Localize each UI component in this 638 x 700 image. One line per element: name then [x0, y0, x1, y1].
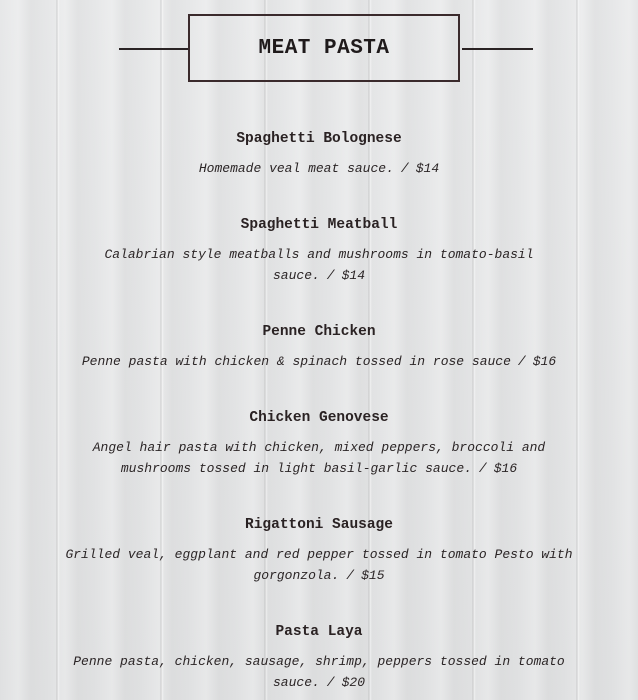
menu-item-price: $14 [341, 268, 366, 283]
description-text: Penne pasta with chicken & spinach tossed in rose sauce [81, 354, 511, 369]
menu-item-name: Spaghetti Bolognese [236, 131, 402, 147]
menu-item-description [59, 437, 579, 479]
menu-item-price: $14 [415, 161, 440, 176]
menu-item [0, 409, 638, 479]
menu-item-description [4, 351, 634, 372]
menu-item-price: $16 [493, 461, 518, 476]
section-title-box [188, 14, 460, 82]
menu-item [0, 216, 638, 286]
price-separator: / [400, 161, 409, 176]
menu-item-price: $16 [532, 354, 557, 369]
menu-item-name: Penne Chicken [262, 324, 376, 340]
section-header [0, 14, 638, 86]
price-separator: / [478, 461, 487, 476]
menu-item-description [19, 158, 619, 179]
header-rule-left [119, 48, 189, 50]
menu-item-description [39, 651, 599, 693]
price-separator: / [326, 675, 335, 690]
header-rule-right [462, 48, 533, 50]
description-text: Penne pasta, chicken, sausage, shrimp, peppers tossed in tomato sauce. [73, 654, 565, 690]
description-text: Grilled veal, eggplant and red pepper tossed in tomato Pesto with gorgonzola. [65, 547, 573, 583]
description-text: Homemade veal meat sauce. [198, 161, 394, 176]
menu-item-price: $20 [341, 675, 366, 690]
menu-item-description [69, 244, 569, 286]
menu-item [0, 130, 638, 179]
menu-item-name: Spaghetti Meatball [240, 217, 398, 233]
menu-item [0, 623, 638, 693]
price-separator: / [346, 568, 355, 583]
description-text: Calabrian style meatballs and mushrooms in tomato-basil sauce. [104, 247, 534, 283]
menu-item-description [34, 544, 604, 586]
menu-item-name: Pasta Laya [275, 624, 363, 640]
menu-item-price: $15 [361, 568, 385, 583]
price-separator: / [517, 354, 526, 369]
menu-item-name: Rigattoni Sausage [245, 517, 393, 533]
section-title: MEAT PASTA [258, 36, 390, 60]
menu-item-name: Chicken Genovese [249, 410, 389, 426]
menu-item [0, 516, 638, 586]
description-text: Angel hair pasta with chicken, mixed peppers, broccoli and mushrooms tossed in light basil-garlic sauce. [92, 440, 546, 476]
menu-item [0, 323, 638, 372]
price-separator: / [326, 268, 335, 283]
